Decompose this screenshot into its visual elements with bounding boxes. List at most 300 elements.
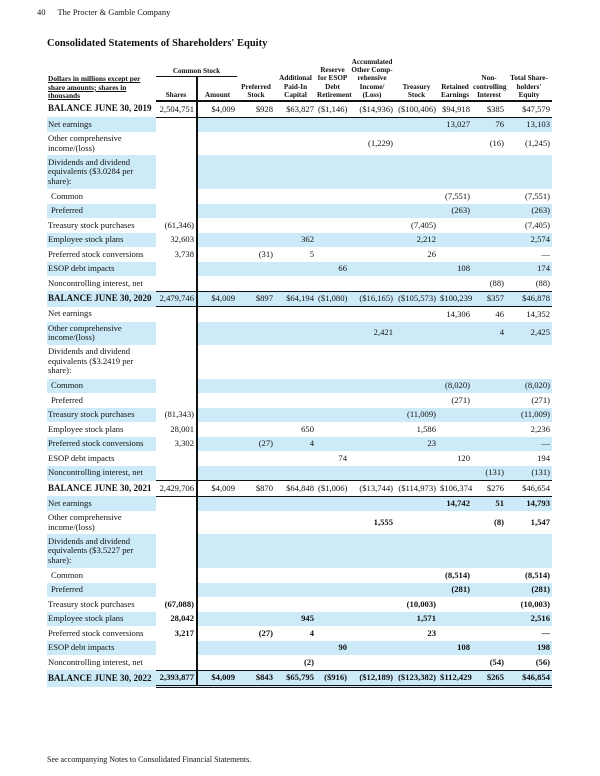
treasury-stock-cell: 2,212 <box>395 233 438 248</box>
shares-cell: 3,302 <box>156 437 197 452</box>
apic-cell <box>275 451 316 466</box>
preferred-stock-cell <box>237 408 275 423</box>
aoci-cell <box>349 626 395 641</box>
apic-cell <box>275 568 316 583</box>
treasury-stock-cell: ($105,573) <box>395 291 438 307</box>
aoci-cell <box>349 117 395 132</box>
esop-reserve-cell <box>316 189 349 204</box>
table-row <box>47 568 552 583</box>
amount-cell <box>197 155 237 189</box>
noncontrolling-interest-cell: 51 <box>472 496 506 511</box>
apic-cell <box>275 597 316 612</box>
row-label: Net earnings <box>47 117 156 132</box>
esop-reserve-cell: ($1,146) <box>316 101 349 117</box>
shares-cell: 2,429,706 <box>156 481 197 497</box>
noncontrolling-interest-cell: $385 <box>472 101 506 117</box>
treasury-stock-cell: 23 <box>395 437 438 452</box>
amount-cell <box>197 345 237 379</box>
aoci-cell <box>349 276 395 291</box>
table-row <box>47 379 552 394</box>
esop-reserve-cell <box>316 466 349 481</box>
treasury-stock-cell: ($100,406) <box>395 101 438 117</box>
row-label: ESOP debt impacts <box>48 452 115 463</box>
row-label: Treasury stock purchases <box>48 219 135 230</box>
table-row <box>47 583 552 598</box>
amount-cell: $4,009 <box>197 481 237 497</box>
aoci-cell <box>349 218 395 233</box>
page-title: Consolidated Statements of Shareholders' Equity <box>47 38 268 49</box>
aoci-cell <box>349 437 395 452</box>
aoci-header: Accumulated Other Comp-rehensive Income/ (Loss) <box>349 58 395 101</box>
retained-earnings-cell <box>438 597 472 612</box>
shares-cell <box>156 117 197 132</box>
preferred-stock-cell <box>237 583 275 598</box>
table-row <box>47 534 552 568</box>
esop-reserve-cell <box>316 597 349 612</box>
treasury-stock-cell: 1,586 <box>416 423 437 434</box>
amount-cell: $4,009 <box>197 670 237 687</box>
row-label: Noncontrolling interest, net <box>47 466 156 481</box>
table-row <box>47 307 552 322</box>
amount-cell <box>197 276 237 291</box>
treasury-stock-cell <box>395 117 438 132</box>
apic-cell <box>275 534 316 568</box>
esop-reserve-cell: 74 <box>338 452 348 463</box>
shares-cell <box>156 466 197 481</box>
retained-earnings-cell <box>438 218 472 233</box>
noncontrolling-interest-header: Non-controlling Interest <box>472 58 506 101</box>
noncontrolling-interest-cell <box>472 189 506 204</box>
total-equity-cell: 14,352 <box>526 308 551 319</box>
total-equity-cell: $46,854 <box>506 670 552 687</box>
table-row <box>47 345 552 379</box>
table-row <box>47 262 552 277</box>
table-row <box>47 451 552 466</box>
amount-cell <box>197 233 237 248</box>
table-row <box>47 276 552 291</box>
retained-earnings-cell <box>438 466 472 481</box>
apic-cell <box>275 345 316 379</box>
preferred-stock-cell <box>237 345 275 379</box>
preferred-stock-cell <box>237 568 275 583</box>
table-row <box>47 626 552 641</box>
esop-reserve-cell <box>316 247 349 262</box>
table-row <box>47 218 552 233</box>
amount-cell <box>197 568 237 583</box>
aoci-cell <box>349 204 395 219</box>
noncontrolling-interest-cell: $265 <box>472 670 506 687</box>
shares-cell <box>156 189 197 204</box>
amount-cell: $4,009 <box>197 101 237 117</box>
preferred-stock-cell <box>237 422 275 437</box>
apic-cell <box>275 307 316 322</box>
total-equity-cell: (8,020) <box>506 379 552 394</box>
preferred-stock-cell <box>237 262 275 277</box>
retained-earnings-cell <box>438 422 472 437</box>
total-equity-cell: (8,514) <box>524 569 551 580</box>
total-equity-cell: — <box>506 437 552 452</box>
total-equity-cell: 2,516 <box>506 612 552 627</box>
apic-cell <box>275 276 316 291</box>
retained-earnings-cell: $112,429 <box>438 670 472 687</box>
shares-cell <box>156 155 197 189</box>
esop-reserve-cell <box>316 511 349 534</box>
preferred-stock-cell <box>237 276 275 291</box>
retained-earnings-cell: 14,742 <box>438 496 472 511</box>
shares-header: Shares <box>156 77 197 101</box>
table-row <box>47 641 552 656</box>
preferred-stock-cell <box>237 218 275 233</box>
noncontrolling-interest-cell: 46 <box>495 308 505 319</box>
amount-cell <box>197 466 237 481</box>
esop-reserve-cell <box>316 422 349 437</box>
noncontrolling-interest-cell <box>472 612 506 627</box>
aoci-cell <box>349 583 395 598</box>
retained-earnings-cell <box>438 322 472 345</box>
amount-cell <box>197 641 237 656</box>
esop-reserve-cell <box>316 233 349 248</box>
amount-cell <box>197 132 237 155</box>
amount-header: Amount <box>197 77 237 101</box>
apic-cell: 945 <box>275 612 316 627</box>
total-equity-cell: (7,405) <box>524 219 551 230</box>
amount-cell <box>197 379 237 394</box>
table-row <box>47 247 552 262</box>
apic-cell <box>275 132 316 155</box>
apic-cell: $64,194 <box>275 291 316 307</box>
amount-cell <box>197 655 237 670</box>
preferred-stock-cell <box>237 451 275 466</box>
retained-earnings-cell: (271) <box>451 394 471 405</box>
treasury-stock-cell: (7,405) <box>410 219 437 230</box>
noncontrolling-interest-cell: (88) <box>489 277 505 288</box>
noncontrolling-interest-cell: (8) <box>493 516 505 527</box>
total-equity-cell: 194 <box>537 452 551 463</box>
table-row <box>47 233 552 248</box>
shares-cell <box>156 655 197 670</box>
total-equity-cell <box>506 534 552 568</box>
row-label: Preferred <box>51 394 83 405</box>
row-label: Common <box>51 569 83 580</box>
retained-earnings-header: Retained Earnings <box>438 58 472 101</box>
esop-reserve-cell: ($916) <box>316 670 349 687</box>
amount-cell <box>197 511 237 534</box>
esop-reserve-header: Reserve for ESOP Debt Retirement <box>316 58 349 101</box>
noncontrolling-interest-cell <box>472 597 506 612</box>
noncontrolling-interest-cell: 4 <box>472 322 506 345</box>
retained-earnings-cell <box>438 626 472 641</box>
retained-earnings-cell <box>438 534 472 568</box>
retained-earnings-cell <box>438 345 472 379</box>
amount-cell <box>197 262 237 277</box>
shares-cell <box>156 276 197 291</box>
shares-cell <box>156 132 197 155</box>
treasury-stock-cell: ($123,382) <box>395 670 438 687</box>
aoci-cell <box>349 641 395 656</box>
row-label: Common <box>51 190 83 201</box>
esop-reserve-cell: 90 <box>316 641 349 656</box>
aoci-cell <box>349 189 395 204</box>
row-label: Dividends and dividend equivalents ($3.5227 per share): <box>47 534 156 568</box>
row-label: Net earnings <box>48 308 92 319</box>
page-header <box>37 7 180 17</box>
apic-cell <box>275 511 316 534</box>
row-label: Other comprehensive income/(loss) <box>48 133 122 153</box>
preferred-stock-cell <box>237 117 275 132</box>
retained-earnings-cell: 14,306 <box>446 308 471 319</box>
treasury-stock-cell <box>395 189 438 204</box>
row-label: BALANCE JUNE 30, 2020 <box>47 291 156 307</box>
noncontrolling-interest-cell: (54) <box>489 656 505 667</box>
apic-cell: 4 <box>275 437 316 452</box>
total-equity-cell: — <box>541 627 551 638</box>
aoci-cell: ($16,165) <box>349 291 395 307</box>
table-row <box>47 322 552 345</box>
aoci-cell <box>349 655 395 670</box>
noncontrolling-interest-cell <box>472 218 506 233</box>
aoci-cell: ($14,936) <box>349 101 395 117</box>
table-row <box>47 612 552 627</box>
treasury-stock-cell <box>395 322 438 345</box>
company-name: The Procter & Gamble Company <box>57 7 171 17</box>
aoci-cell <box>349 568 395 583</box>
apic-cell <box>275 204 316 219</box>
shares-cell <box>156 451 197 466</box>
apic-cell <box>275 496 316 511</box>
amount-cell <box>197 437 237 452</box>
treasury-stock-cell <box>395 583 438 598</box>
table-row <box>47 422 552 437</box>
shares-cell: 28,042 <box>156 612 197 627</box>
preferred-stock-cell: (27) <box>258 627 274 638</box>
amount-cell <box>197 218 237 233</box>
amount-cell <box>197 534 237 568</box>
preferred-stock-cell <box>237 534 275 568</box>
treasury-stock-cell <box>395 345 438 379</box>
preferred-stock-cell <box>237 307 275 322</box>
total-equity-cell: 2,425 <box>506 322 552 345</box>
shares-cell <box>156 379 197 394</box>
preferred-stock-cell <box>237 132 275 155</box>
noncontrolling-interest-cell <box>472 408 506 423</box>
row-label: Noncontrolling interest, net <box>48 277 143 288</box>
treasury-stock-cell <box>395 132 438 155</box>
preferred-stock-cell <box>237 466 275 481</box>
noncontrolling-interest-cell <box>472 568 506 583</box>
retained-earnings-cell <box>438 437 472 452</box>
esop-reserve-cell <box>316 276 349 291</box>
apic-cell: 362 <box>275 233 316 248</box>
label-column-header: Dollars in millions except per share amounts; shares in thousands <box>48 74 141 100</box>
table-row <box>47 204 552 219</box>
balance-row <box>47 481 552 497</box>
esop-reserve-cell <box>316 534 349 568</box>
treasury-stock-cell <box>395 379 438 394</box>
esop-reserve-cell <box>316 612 349 627</box>
esop-reserve-cell <box>316 155 349 189</box>
row-label: Preferred <box>47 204 156 219</box>
aoci-cell: 2,421 <box>349 322 395 345</box>
preferred-stock-cell: $843 <box>237 670 275 687</box>
preferred-stock-cell <box>237 189 275 204</box>
treasury-stock-cell <box>395 534 438 568</box>
table-row <box>47 437 552 452</box>
preferred-stock-cell: (31) <box>258 248 274 259</box>
aoci-cell: (1,229) <box>367 137 394 148</box>
aoci-cell <box>349 534 395 568</box>
amount-cell <box>197 247 237 262</box>
row-label: Noncontrolling interest, net <box>48 656 143 667</box>
shares-cell <box>156 496 197 511</box>
preferred-stock-cell <box>237 597 275 612</box>
row-label: ESOP debt impacts <box>47 641 156 656</box>
treasury-stock-cell <box>395 496 438 511</box>
retained-earnings-cell: (8,514) <box>444 569 471 580</box>
total-equity-cell <box>506 155 552 189</box>
retained-earnings-cell: 108 <box>438 262 472 277</box>
total-equity-cell: $47,579 <box>506 101 552 117</box>
noncontrolling-interest-cell <box>472 262 506 277</box>
total-equity-cell: 2,236 <box>530 423 551 434</box>
retained-earnings-cell <box>438 132 472 155</box>
retained-earnings-cell: (7,551) <box>444 190 471 201</box>
treasury-stock-cell <box>395 466 438 481</box>
row-label: Preferred stock conversions <box>48 627 144 638</box>
noncontrolling-interest-cell: (131) <box>472 466 506 481</box>
shares-cell: 3,738 <box>156 247 197 262</box>
esop-reserve-cell: 66 <box>316 262 349 277</box>
noncontrolling-interest-cell <box>472 204 506 219</box>
preferred-stock-header: Preferred Stock <box>237 58 275 101</box>
esop-reserve-cell: ($1,080) <box>316 291 349 307</box>
amount-cell <box>197 422 237 437</box>
aoci-cell <box>349 379 395 394</box>
aoci-cell: 1,555 <box>373 516 394 527</box>
row-label: Employee stock plans <box>47 612 156 627</box>
table-body <box>47 101 552 687</box>
esop-reserve-cell <box>316 345 349 379</box>
preferred-stock-cell <box>237 496 275 511</box>
table-row <box>47 393 552 408</box>
total-equity-cell: 14,793 <box>506 496 552 511</box>
preferred-stock-cell: $928 <box>237 101 275 117</box>
apic-header: Additional Paid-In Capital <box>275 58 316 101</box>
treasury-stock-cell <box>395 276 438 291</box>
table-row <box>47 408 552 423</box>
shares-cell <box>156 641 197 656</box>
apic-cell: $64,848 <box>275 481 316 497</box>
noncontrolling-interest-cell <box>472 379 506 394</box>
treasury-stock-cell <box>395 155 438 189</box>
total-equity-cell: (7,551) <box>524 190 551 201</box>
shares-cell <box>156 534 197 568</box>
treasury-stock-cell <box>395 204 438 219</box>
treasury-stock-cell <box>395 262 438 277</box>
noncontrolling-interest-cell <box>472 422 506 437</box>
aoci-cell <box>349 496 395 511</box>
apic-cell <box>275 641 316 656</box>
total-equity-cell: 1,547 <box>530 516 551 527</box>
retained-earnings-cell: 120 <box>457 452 471 463</box>
aoci-cell <box>349 451 395 466</box>
aoci-cell <box>349 466 395 481</box>
shares-cell: 2,479,746 <box>156 291 197 307</box>
treasury-stock-cell <box>395 641 438 656</box>
apic-cell <box>275 155 316 189</box>
noncontrolling-interest-cell <box>472 626 506 641</box>
esop-reserve-cell <box>316 307 349 322</box>
total-equity-cell: 2,574 <box>506 233 552 248</box>
aoci-cell <box>349 307 395 322</box>
table-row <box>47 117 552 132</box>
total-equity-cell: (10,003) <box>520 598 551 609</box>
amount-cell <box>197 626 237 641</box>
row-label: BALANCE JUNE 30, 2022 <box>47 670 156 687</box>
balance-row <box>47 291 552 307</box>
table-row <box>47 155 552 189</box>
amount-cell <box>197 451 237 466</box>
apic-cell <box>275 262 316 277</box>
apic-cell <box>275 393 316 408</box>
shares-cell <box>156 345 197 379</box>
table-row <box>47 466 552 481</box>
row-label: Dividends and dividend equivalents ($3.0284 per share): <box>47 155 156 189</box>
treasury-stock-header: Treasury Stock <box>395 58 438 101</box>
shares-cell: 28,001 <box>156 422 197 437</box>
preferred-stock-cell <box>237 612 275 627</box>
retained-earnings-cell <box>438 276 472 291</box>
retained-earnings-cell <box>438 155 472 189</box>
balance-row <box>47 670 552 687</box>
preferred-stock-cell <box>237 233 275 248</box>
noncontrolling-interest-cell: $357 <box>472 291 506 307</box>
esop-reserve-cell <box>316 322 349 345</box>
row-label: Other comprehensive income/(loss) <box>48 512 122 532</box>
total-equity-cell: — <box>541 248 551 259</box>
row-label: Preferred <box>47 583 156 598</box>
row-label: BALANCE JUNE 30, 2019 <box>47 101 156 117</box>
shares-cell: 32,603 <box>156 233 197 248</box>
total-equity-cell: (56) <box>535 656 551 667</box>
apic-cell <box>275 117 316 132</box>
retained-earnings-cell: (263) <box>438 204 472 219</box>
apic-cell <box>275 322 316 345</box>
noncontrolling-interest-cell <box>472 641 506 656</box>
row-label: Treasury stock purchases <box>48 598 135 609</box>
retained-earnings-cell: $106,374 <box>438 481 472 497</box>
preferred-stock-cell <box>237 155 275 189</box>
retained-earnings-cell: (8,020) <box>438 379 472 394</box>
shareholders-equity-table <box>47 58 552 688</box>
treasury-stock-cell: 26 <box>427 248 437 259</box>
row-label: Preferred stock conversions <box>47 437 156 452</box>
page-number: 40 <box>37 7 46 17</box>
shares-cell: (81,343) <box>156 408 197 423</box>
noncontrolling-interest-cell <box>472 393 506 408</box>
preferred-stock-cell <box>237 511 275 534</box>
row-label: ESOP debt impacts <box>47 262 156 277</box>
total-equity-cell: 13,103 <box>506 117 552 132</box>
retained-earnings-cell <box>438 247 472 262</box>
amount-cell <box>197 307 237 322</box>
noncontrolling-interest-cell: $276 <box>472 481 506 497</box>
esop-reserve-cell <box>316 379 349 394</box>
row-label: Common <box>47 379 156 394</box>
esop-reserve-cell <box>316 204 349 219</box>
esop-reserve-cell <box>316 393 349 408</box>
aoci-cell <box>349 247 395 262</box>
noncontrolling-interest-cell <box>472 534 506 568</box>
